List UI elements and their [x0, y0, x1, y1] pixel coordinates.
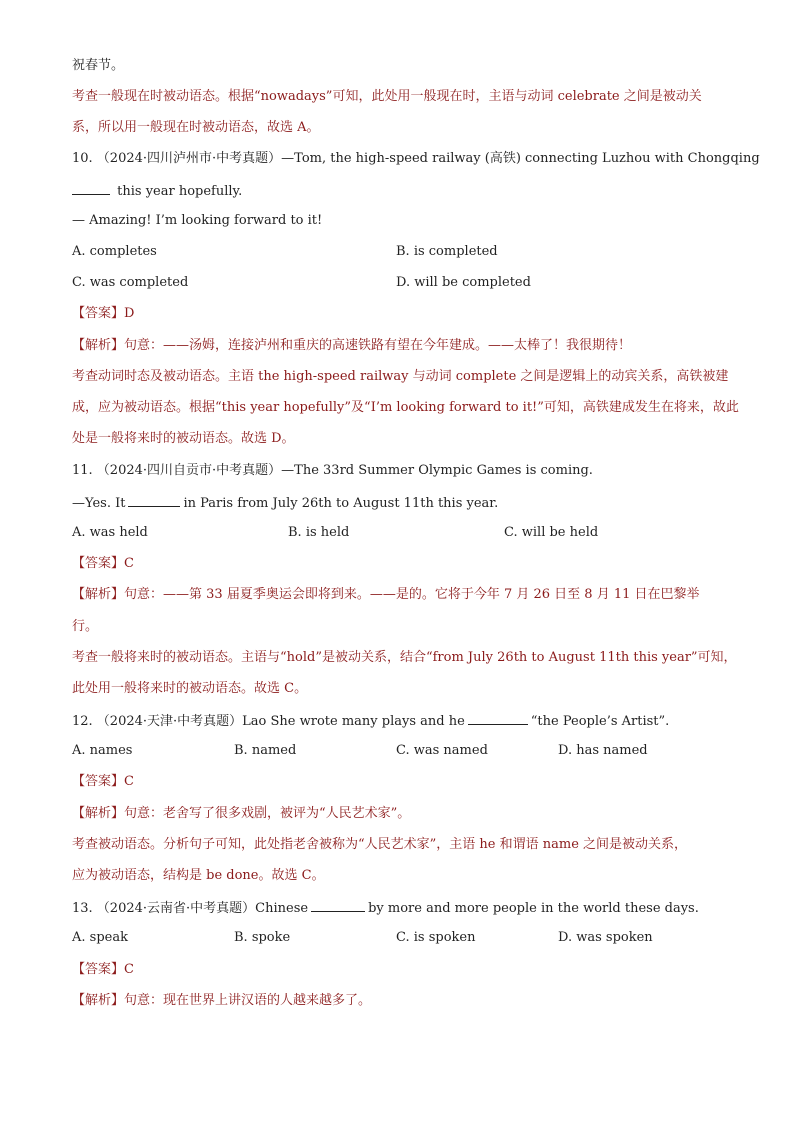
q10-stem-line-2	[72, 180, 242, 202]
q10-answer-value: D	[124, 306, 135, 321]
q13-option-a: A. speak	[72, 930, 128, 945]
q10-stem-line-1: 10. （2024·四川泸州市·中考真题）—Tom, the high-speed railway (高铁) connecting Luzhou with Chongqing	[72, 151, 760, 166]
intro-line-2: 考查一般现在时被动语态。根据“nowadays”可知，此处用一般现在时，主语与动词 celebrate 之间是被动关	[72, 89, 702, 104]
q12-option-c: C. was named	[396, 743, 488, 758]
q12-answer-value: C	[124, 774, 134, 789]
q13-stem-post: by more and more people in the world these days.	[368, 901, 699, 916]
q11-analysis-text-1: 句意：——第 33 届夏季奥运会即将到来。——是的。它将于今年 7 月 26 日至 8 月 11 日在巴黎举	[124, 587, 700, 602]
q10-option-c: C. was completed	[72, 275, 189, 290]
q13-analysis-tag: 【解析】	[72, 993, 125, 1008]
q11-option-b: B. is held	[288, 525, 350, 540]
q12-analysis-line-2: 考查被动语态。分析句子可知，此处指老舍被称为“人民艺术家”，主语 he 和谓语 name 之间是被动关系，	[72, 837, 688, 852]
q11-analysis-tag: 【解析】	[72, 587, 125, 602]
q11-stem-line-1: 11. （2024·四川自贡市·中考真题）—The 33rd Summer Olympic Games is coming.	[72, 463, 593, 478]
q12-analysis-text-1: 句意：老舍写了很多戏剧，被评为“人民艺术家”。	[124, 806, 411, 821]
q12-analysis-line-1	[72, 804, 410, 824]
q10-stem-line-3: — Amazing! I’m looking forward to it!	[72, 213, 323, 228]
q10-analysis-line-4: 处是一般将来时的被动语态。故选 D。	[72, 431, 295, 446]
q10-option-d: D. will be completed	[396, 275, 531, 290]
q10-answer-tag: 【答案】	[72, 306, 125, 321]
q11-answer-blank	[128, 492, 180, 507]
q12-stem-post: “the People’s Artist”.	[530, 714, 670, 729]
q11-answer-tag: 【答案】	[72, 556, 125, 571]
q11-option-c: C. will be held	[504, 525, 599, 540]
q11-option-a: A. was held	[72, 525, 148, 540]
q13-option-d: D. was spoken	[558, 930, 653, 945]
q11-answer	[72, 554, 134, 574]
q13-analysis-text-1: 句意：现在世界上讲汉语的人越来越多了。	[124, 993, 372, 1008]
q10-analysis-tag: 【解析】	[72, 338, 125, 353]
q11-analysis-line-1	[72, 585, 700, 605]
q13-stem	[72, 897, 699, 919]
q11-analysis-line-2: 行。	[72, 619, 99, 634]
q11-stem-line-2	[72, 492, 498, 514]
q10-analysis-line-2: 考查动词时态及被动语态。主语 the high-speed railway 与动词 complete 之间是逻辑上的动宾关系，高铁被建	[72, 369, 729, 384]
q12-answer-tag: 【答案】	[72, 774, 125, 789]
q13-stem-pre: 13. （2024·云南省·中考真题）Chinese	[72, 901, 309, 916]
q10-answer	[72, 304, 134, 324]
q13-answer-value: C	[124, 962, 134, 977]
q12-option-b: B. named	[234, 743, 297, 758]
q10-analysis-text-1: 句意：——汤姆，连接泸州和重庆的高速铁路有望在今年建成。——太棒了！我很期待！	[124, 338, 632, 353]
q12-option-d: D. has named	[558, 743, 648, 758]
q10-analysis-line-1	[72, 336, 631, 356]
q12-analysis-line-3: 应为被动语态，结构是 be done。故选 C。	[72, 868, 325, 883]
q10-analysis-line-3: 成，应为被动语态。根据“this year hopefully”及“I’m looking forward to it!”可知，高铁建成发生在将来，故此	[72, 400, 739, 415]
q10-option-b: B. is completed	[396, 244, 498, 259]
q13-answer-tag: 【答案】	[72, 962, 125, 977]
q11-analysis-line-3: 考查一般将来时的被动语态。主语与“hold”是被动关系，结合“from July 26th to August 11th this year”可知，	[72, 650, 737, 665]
q11-stem-post: in Paris from July 26th to August 11th this year.	[183, 496, 499, 511]
q13-option-c: C. is spoken	[396, 930, 476, 945]
q11-analysis-line-4: 此处用一般将来时的被动语态。故选 C。	[72, 681, 308, 696]
q11-stem-pre: —Yes. It	[72, 496, 126, 511]
intro-line-3: 系，所以用一般现在时被动语态，故选 A。	[72, 120, 320, 135]
q12-option-a: A. names	[72, 743, 133, 758]
q13-option-b: B. spoke	[234, 930, 291, 945]
q12-analysis-tag: 【解析】	[72, 806, 125, 821]
q13-analysis-line-1	[72, 991, 371, 1011]
q12-stem-pre: 12. （2024·天津·中考真题）Lao She wrote many plays and he	[72, 714, 465, 729]
q10-answer-blank	[72, 180, 110, 195]
q11-answer-value: C	[124, 556, 134, 571]
q12-stem	[72, 710, 669, 732]
intro-line-1: 祝春节。	[72, 58, 125, 73]
q10-option-a: A. completes	[72, 244, 157, 259]
q12-answer-blank	[468, 710, 528, 725]
q13-answer	[72, 960, 134, 980]
q12-answer	[72, 772, 134, 792]
q10-stem-line-2-text: this year hopefully.	[117, 184, 243, 199]
q13-answer-blank	[311, 897, 365, 912]
